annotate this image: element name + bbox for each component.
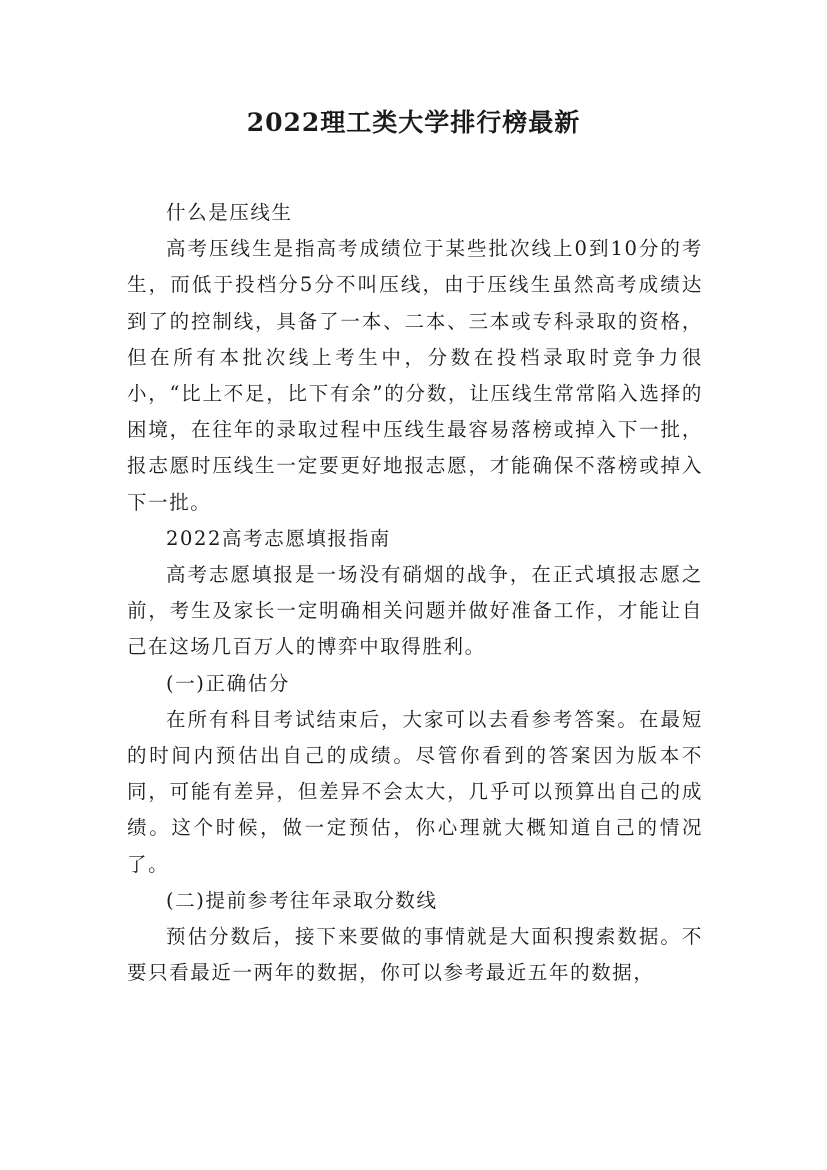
paragraph-guide-intro: 高考志愿填报是一场没有硝烟的战争，在正式填报志愿之前，考生及家长一定明确相关问题并做好准备工作，才能让自己在这场几百万人的博弈中取得胜利。 bbox=[127, 563, 703, 659]
heading-what-is-borderline: 什么是压线生 bbox=[166, 201, 293, 224]
paragraph-borderline-definition: 高考压线生是指高考成绩位于某些批次线上0到10分的考生，而低于投档分5分不叫压线，由于压线生虽然高考成绩达到了的控制线，具备了一本、二本、三本或专科录取的资格，但在所有本批次线上考生中，分数在投档录取时竞争力很小，“比上不足，比下有余”的分数，让压线生常常陷入选择的困境，在往年的录取过程中压线生最容易落榜或掉入下一批，报志愿时压线生一定要更好地报志愿，才能确保不落榜或掉入下一批。 bbox=[127, 237, 703, 514]
document-title: 2022理工类大学排行榜最新 bbox=[246, 108, 581, 137]
paragraph-estimate-score: 在所有科目考试结束后，大家可以去看参考答案。在最短的时间内预估出自己的成绩。尽管你看到的答案因为版本不同，可能有差异，但差异不会太大，几乎可以预算出自己的成绩。这个时候，做一定预估，你心理就大概知道自己的情况了。 bbox=[127, 707, 703, 876]
heading-past-cutoffs: (二)提前参考往年录取分数线 bbox=[166, 888, 438, 912]
heading-estimate-score: (一)正确估分 bbox=[166, 671, 290, 695]
heading-application-guide: 2022高考志愿填报指南 bbox=[166, 526, 391, 550]
paragraph-past-cutoffs: 预估分数后，接下来要做的事情就是大面积搜索数据。不要只看最近一两年的数据，你可以参考最近五年的数据， bbox=[127, 925, 703, 985]
document-body bbox=[127, 195, 703, 991]
